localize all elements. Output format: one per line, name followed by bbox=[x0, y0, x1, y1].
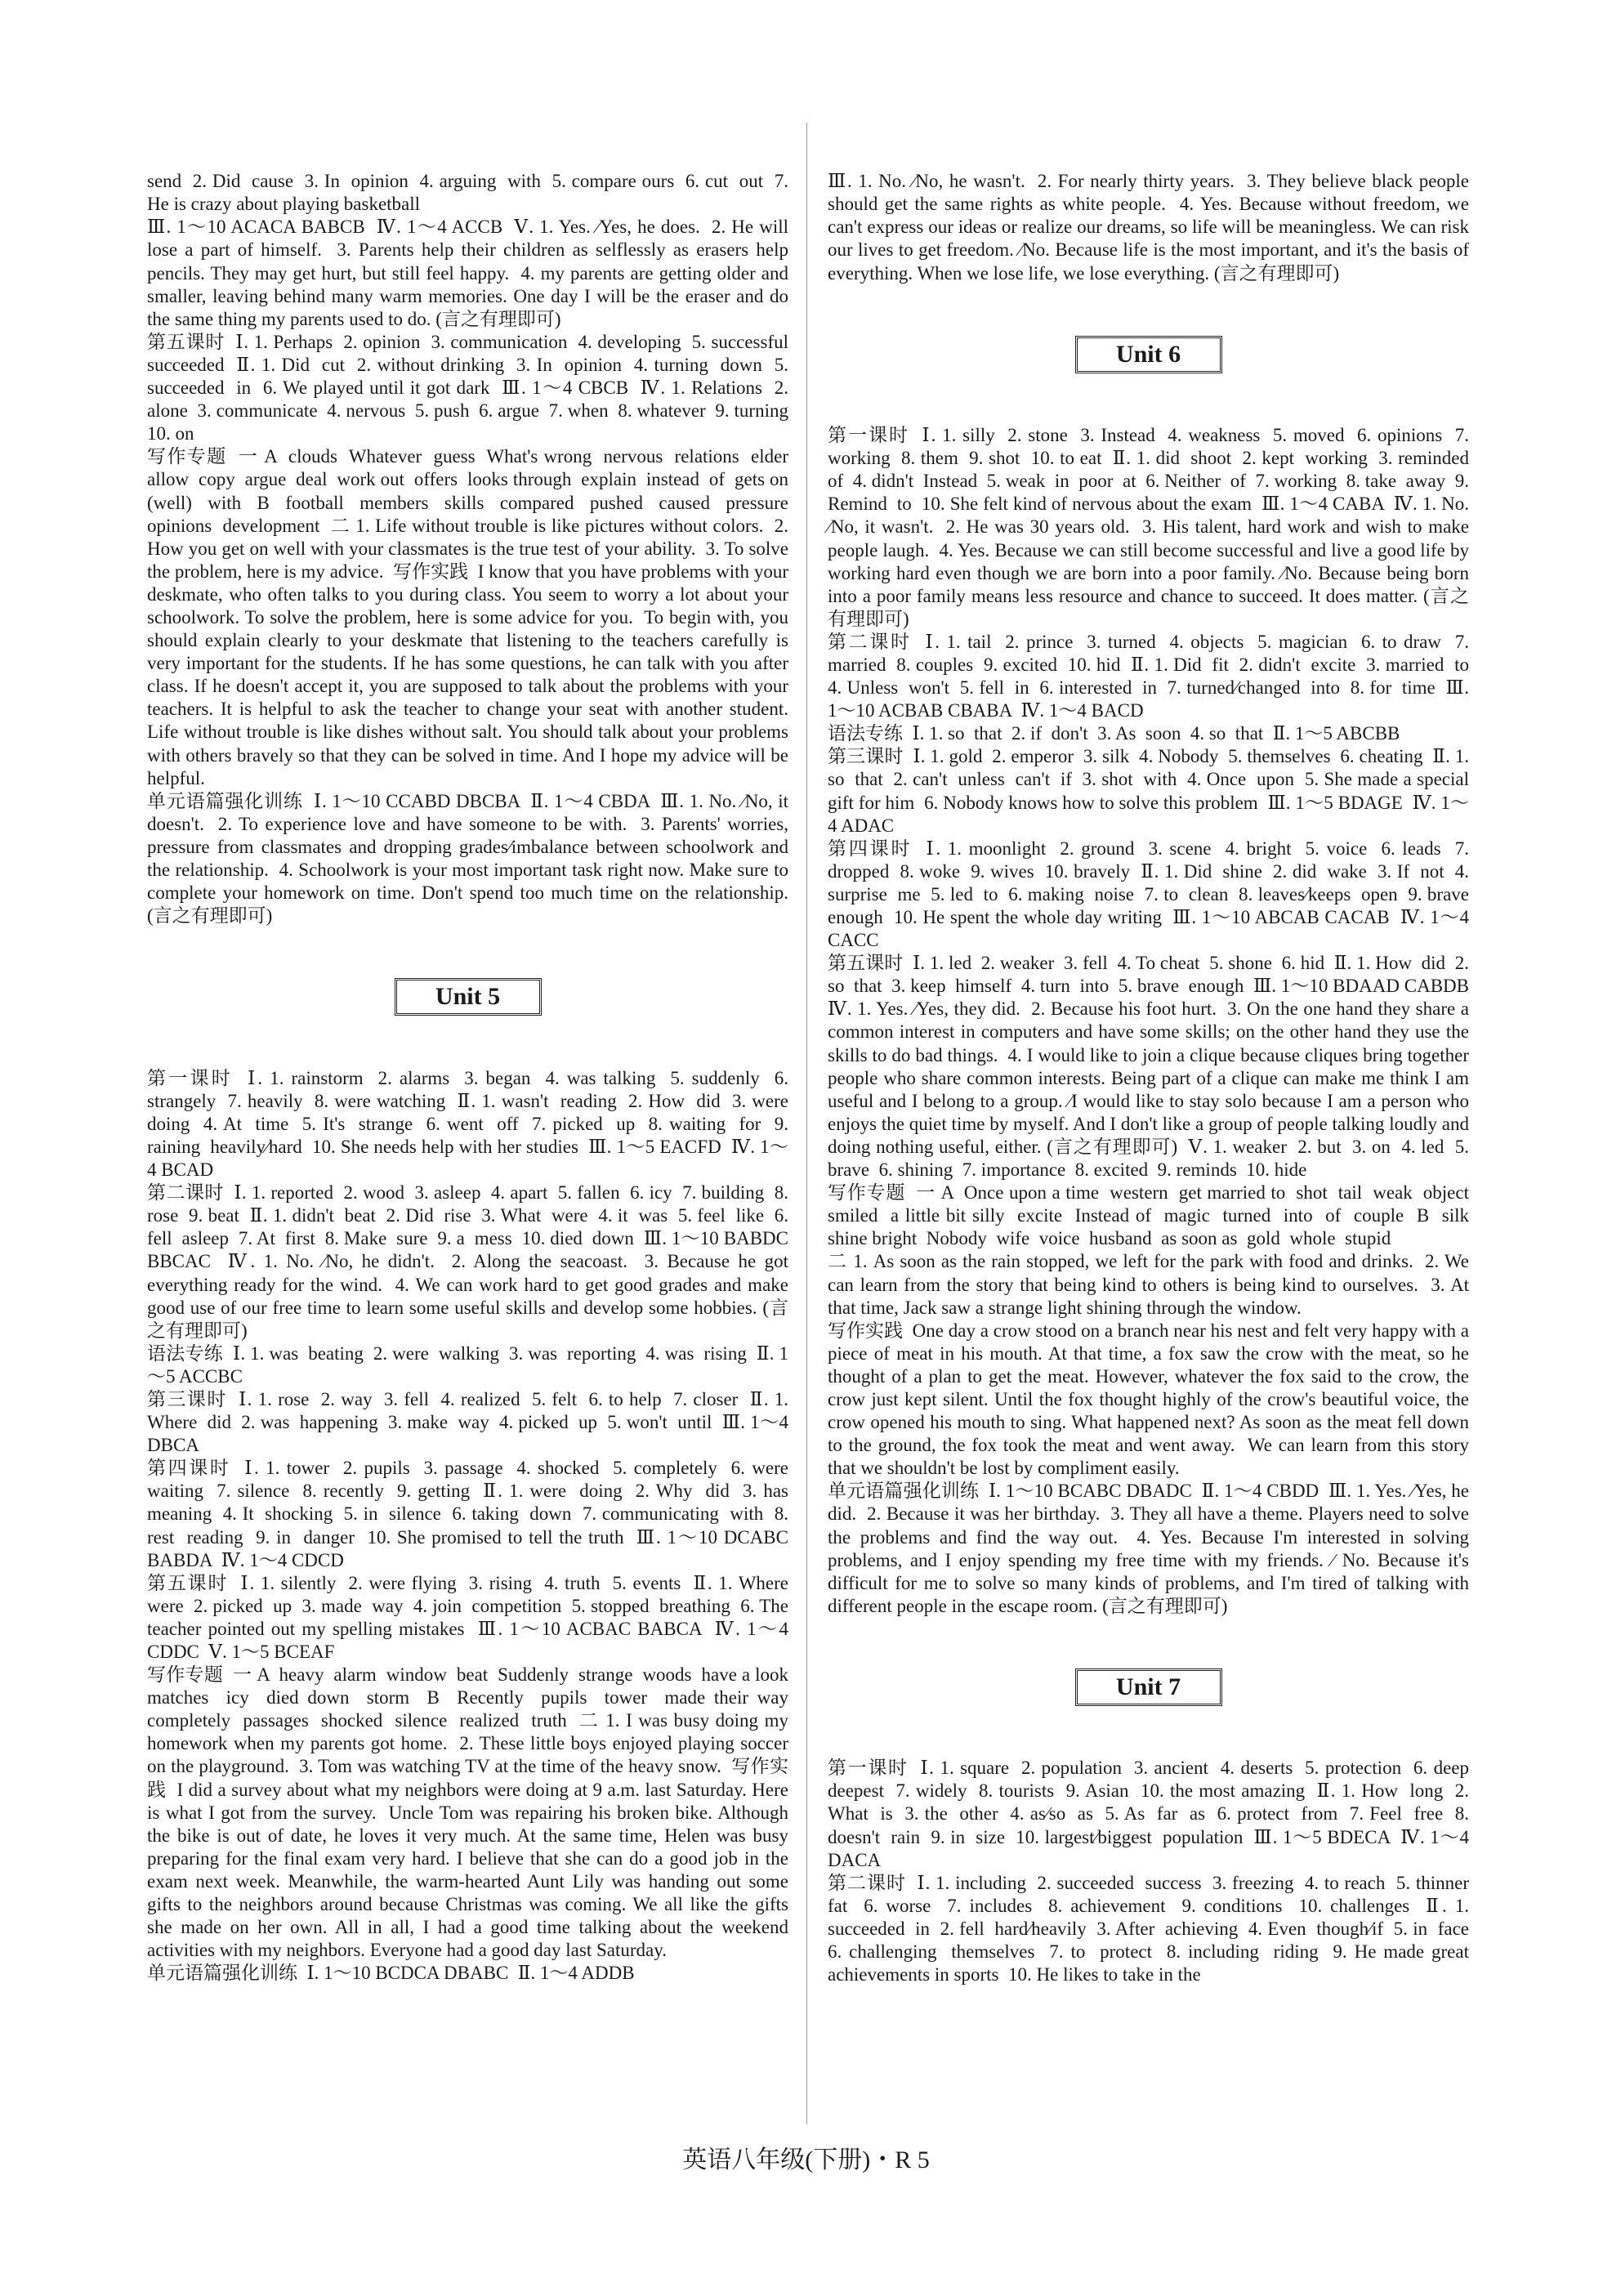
right-column bbox=[828, 124, 1474, 2009]
left-block-1: send 2. Did cause 3. In opinion 4. arguing with 5. compare ours 6. cut out 7. He is crazy about playing basketball Ⅲ. 1～10 ACACA BABCB Ⅳ. 1～4 ACCB Ⅴ. 1. Yes. ∕Yes, he does. 2. He will lose a part of himself. 3. Parents help their children as selflessly as erasers help pencils. They may get hurt, but still feel happy. 4. my parents are getting older and smaller, leaving behind many warm memories. One day I will be the eraser and do the same thing my parents used to do. (言之有理即可) 第五课时 Ⅰ. 1. Perhaps 2. opinion 3. communication 4. developing 5. successful succeeded Ⅱ. 1. Did cut 2. without drinking 3. In opinion 4. turning down 5. succeeded in 6. We played until it got dark Ⅲ. 1～4 CBCB Ⅳ. 1. Relations 2. alone 3. communicate 4. nervous 5. push 6. argue 7. when 8. whatever 9. turning 10. on 写作专题 一 A clouds Whatever guess What's wrong nervous relations elder allow copy argue deal work out offers looks through explain instead of gets on (well) with B football members skills compared pushed caused pressure opinions development 二 1. Life without trouble is like pictures without colors. 2. How you get on well with your classmates is the true test of your ability. 3. To solve the problem, here is my advice. 写作实践 I know that you have problems with your deskmate, who often talks to you during class. You seem to worry a lot about your schoolwork. To solve the problem, here is some advice for you. To begin with, you should explain clearly to your deskmate that listening to the teachers carefully is very important for the students. If he has some questions, he can talk with you after class. If he doesn't accept it, you are supposed to talk about the problems with your teachers. It is helpful to ask the teacher to change your seat with another student. Life without trouble is like dishes without salt. You should talk about your problems with others bravely so that they can be solved in time. And I hope my advice will be helpful. 单元语篇强化训练 Ⅰ. 1～10 CCABD DBCBA Ⅱ. 1～4 CBDA Ⅲ. 1. No. ∕No, it doesn't. 2. To experience love and have someone to be with. 3. Parents' worries, pressure from classmates and dropping grades∕imbalance between schoolwork and the relationship. 4. Schoolwork is your most important task right now. Make sure to complete your homework on time. Don't spend too much time on the relationship. (言之有理即可) bbox=[147, 171, 788, 927]
left-block-2: 第一课时 Ⅰ. 1. rainstorm 2. alarms 3. began 4. was talking 5. suddenly 6. strangely 7. heavily 8. were watching Ⅱ. 1. wasn't reading 2. How did 3. were doing 4. At time 5. It's strange 6. went off 7. picked up 8. waiting for 9. raining heavily∕hard 10. She needs help with her studies Ⅲ. 1～5 EACFD Ⅳ. 1～4 BCAD 第二课时 Ⅰ. 1. reported 2. wood 3. asleep 4. apart 5. fallen 6. icy 7. building 8. rose 9. beat Ⅱ. 1. didn't beat 2. Did rise 3. What were 4. it was 5. feel like 6. fell asleep 7. At first 8. Make sure 9. a mess 10. died down Ⅲ. 1～10 BABDC BBCAC Ⅳ. 1. No. ∕No, he didn't. 2. Along the seacoast. 3. Because he got everything ready for the wind. 4. We can work hard to get good grades and make good use of our free time to learn some useful skills and develop some hobbies. (言之有理即可) 语法专练 Ⅰ. 1. was beating 2. were walking 3. was reporting 4. was rising Ⅱ. 1～5 ACCBC 第三课时 Ⅰ. 1. rose 2. way 3. fell 4. realized 5. felt 6. to help 7. closer Ⅱ. 1. Where did 2. was happening 3. make way 4. picked up 5. won't until Ⅲ. 1～4 DBCA 第四课时 Ⅰ. 1. tower 2. pupils 3. passage 4. shocked 5. completely 6. were waiting 7. silence 8. recently 9. getting Ⅱ. 1. were doing 2. Why did 3. has meaning 4. It shocking 5. in silence 6. taking down 7. communicating with 8. rest reading 9. in danger 10. She promised to tell the truth Ⅲ. 1～10 DCABC BABDA Ⅳ. 1～4 CDCD 第五课时 Ⅰ. 1. silently 2. were flying 3. rising 4. truth 5. events Ⅱ. 1. Where were 2. picked up 3. made way 4. join competition 5. stopped breathing 6. The teacher pointed out my spelling mistakes Ⅲ. 1～10 ACBAC BABCA Ⅳ. 1～4 CDDC Ⅴ. 1～5 BCEAF 写作专题 一 A heavy alarm window beat Suddenly strange woods have a look matches icy died down storm B Recently pupils tower made their way completely passages shocked silence realized truth 二 1. I was busy doing my homework when my parents got home. 2. These little boys enjoyed playing soccer on the playground. 3. Tom was watching TV at the time of the heavy snow. 写作实践 I did a survey about what my neighbors were doing at 9 a.m. last Saturday. Here is what I got from the survey. Uncle Tom was repairing his broken bike. Although the bike is out of date, he loves it very much. At the same time, Helen was busy preparing for the final exam very hard. I believe that she can do a good job in the exam next week. Meanwhile, the warm-hearted Aunt Lily was handing out some gifts to the neighbors around because Christmas was coming. We all like the gifts she made on her own. All in all, I had a good time talking about the weekend activities with my neighbors. Everyone had a good day last Saturday. 单元语篇强化训练 Ⅰ. 1～10 BCDCA DBABC Ⅱ. 1～4 ADDB bbox=[147, 1067, 788, 1984]
page-footer: 英语八年级(下册)・R 5 bbox=[682, 2146, 930, 2173]
right-block-3: 第一课时 Ⅰ. 1. square 2. population 3. ancient 4. deserts 5. protection 6. deep deepest 7. widely 8. tourists 9. Asian 10. the most amazing Ⅱ. 1. How long 2. What is 3. the other 4. as∕so as 5. As far as 6. protect from 7. Feel free 8. doesn't rain 9. in size 10. largest∕biggest population Ⅲ. 1～5 BDECA Ⅳ. 1～4 DACA 第二课时 Ⅰ. 1. including 2. succeeded success 3. freezing 4. to reach 5. thinner fat 6. worse 7. includes 8. achievement 9. conditions 10. challenges Ⅱ. 1. succeeded in 2. fell hard∕heavily 3. After achieving 4. Even though∕if 5. in face 6. challenging themselves 7. to protect 8. including riding 9. He made great achievements in sports 10. He likes to take in the bbox=[828, 1758, 1469, 1986]
column-divider bbox=[806, 123, 807, 2124]
unit-6-heading: Unit 6 bbox=[1075, 336, 1222, 373]
left-column bbox=[147, 124, 788, 2008]
unit-7-heading: Unit 7 bbox=[1075, 1668, 1222, 1706]
unit-5-heading: Unit 5 bbox=[395, 978, 542, 1016]
right-block-2: 第一课时 Ⅰ. 1. silly 2. stone 3. Instead 4. weakness 5. moved 6. opinions 7. working 8. them 9. shot 10. to eat Ⅱ. 1. did shoot 2. kept working 3. reminded of 4. didn't Instead 5. weak in poor at 6. Neither of 7. working 8. take away 9. Remind to 10. She felt kind of nervous about the exam Ⅲ. 1～4 CABA Ⅳ. 1. No. ∕No, it wasn't. 2. He was 30 years old. 3. His talent, hard work and wish to make people laugh. 4. Yes. Because we can still become successful and live a good life by working hard even though we are born into a poor family. ∕No. Because being born into a poor family means less resource and chance to succeed. It does matter. (言之有理即可) 第二课时 Ⅰ. 1. tail 2. prince 3. turned 4. objects 5. magician 6. to draw 7. married 8. couples 9. excited 10. hid Ⅱ. 1. Did fit 2. didn't excite 3. married to 4. Unless won't 5. fell in 6. interested in 7. turned∕changed into 8. for time Ⅲ. 1～10 ACBAB CBABA Ⅳ. 1～4 BACD 语法专练 Ⅰ. 1. so that 2. if don't 3. As soon 4. so that Ⅱ. 1～5 ABCBB 第三课时 Ⅰ. 1. gold 2. emperor 3. silk 4. Nobody 5. themselves 6. cheating Ⅱ. 1. so that 2. can't unless can't if 3. shot with 4. Once upon 5. She made a special gift for him 6. Nobody knows how to solve this problem Ⅲ. 1～5 BDAGE Ⅳ. 1～4 ADAC 第四课时 Ⅰ. 1. moonlight 2. ground 3. scene 4. bright 5. voice 6. leads 7. dropped 8. woke 9. wives 10. bravely Ⅱ. 1. Did shine 2. did wake 3. If not 4. surprise me 5. led to 6. making noise 7. to clean 8. leaves∕keeps open 9. brave enough 10. He spent the whole day writing Ⅲ. 1～10 ABCAB CACAB Ⅳ. 1～4 CACC 第五课时 Ⅰ. 1. led 2. weaker 3. fell 4. To cheat 5. shone 6. hid Ⅱ. 1. How did 2. so that 3. keep himself 4. turn into 5. brave enough Ⅲ. 1～10 BDAAD CABDB Ⅳ. 1. Yes. ∕Yes, they did. 2. Because his foot hurt. 3. On the one hand they share a common interest in computers and have some skills; on the other hand they use the skills to do bad things. 4. I would like to join a clique because cliques bring together people who share common interests. Being part of a clique can make me think I am useful and I belong to a group. ∕I would like to stay solo because I am a person who enjoys the quiet time by myself. And I don't like a group of people talking loudly and doing nothing useful, either. (言之有理即可) Ⅴ. 1. weaker 2. but 3. on 4. led 5. brave 6. shining 7. importance 8. excited 9. reminds 10. hide 写作专题 一 A Once upon a time western get married to shot tail weak object smiled a little bit silly excite Instead of magic turned into of couple B silk shine bright Nobody wife voice husband as soon as gold whole stupid 二 1. As soon as the rain stopped, we left for the park with food and drinks. 2. We can learn from the story that being kind to others is being kind to ourselves. 3. At that time, Jack saw a strange light shining through the window. 写作实践 One day a crow stood on a branch near his nest and felt very happy with a piece of meat in his mouth. At that time, a fox saw the crow with the meat, so he thought of a plan to get the meat. However, whatever the fox said to the crow, the crow just kept silent. Until the fox thought highly of the crow's beautiful voice, the crow opened his mouth to sing. What happened next? As soon as the meat fell down to the ground, the fox took the meat and went away. We can learn from this story that we shouldn't be lost by compliment easily. 单元语篇强化训练 Ⅰ. 1～10 BCABC DBADC Ⅱ. 1～4 CBDD Ⅲ. 1. Yes. ∕Yes, he did. 2. Because it was her birthday. 3. They all have a theme. Players need to solve the problems and find the way out. 4. Yes. Because I'm interested in solving problems, and I enjoy spending my free time with my friends. ∕ No. Because it's difficult for me to solve so many kinds of problems, and I'm tired of talking with different people in the escape room. (言之有理即可) bbox=[828, 425, 1469, 1616]
right-block-1: Ⅲ. 1. No. ∕No, he wasn't. 2. For nearly thirty years. 3. They believe black people should get the same rights as white people. 4. Yes. Because without freedom, we can't express our ideas or realize our dreams, so life will be meaningless. We can risk our lives to get freedom. ∕No. Because life is the most important, and it's the basis of everything. When we lose life, we lose everything. (言之有理即可) bbox=[828, 171, 1474, 284]
